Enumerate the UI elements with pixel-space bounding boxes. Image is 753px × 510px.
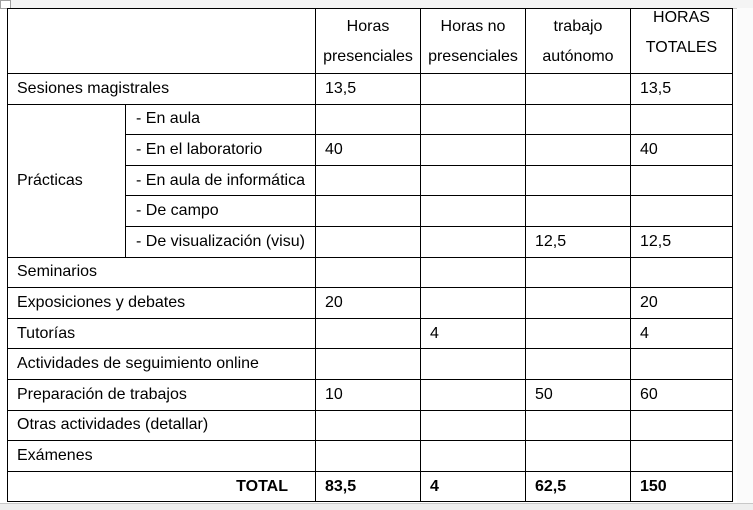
cell-autonomo [526,349,631,380]
cell-no-presenciales [421,288,526,319]
cell-totales: 12,5 [631,226,733,257]
cell-totales: 4 [631,318,733,349]
cell-autonomo [526,257,631,288]
cell-autonomo: 12,5 [526,226,631,257]
cell-autonomo [526,318,631,349]
row-label: Tutorías [8,318,316,349]
hours-table [7,8,733,502]
cell-totales: 60 [631,379,733,410]
table-row [8,288,733,319]
table-row [8,104,733,135]
cell-autonomo [526,196,631,227]
row-label: Exposiciones y debates [8,288,316,319]
cell-autonomo [526,410,631,441]
cell-autonomo [526,104,631,135]
cell-presenciales [316,226,421,257]
cell-presenciales: 20 [316,288,421,319]
cell-autonomo [526,165,631,196]
cell-totales [631,165,733,196]
row-label: Actividades de seguimiento online [8,349,316,380]
table-row [8,257,733,288]
cell-totales: 13,5 [631,74,733,105]
row-label: - En el laboratorio [126,135,316,166]
total-presenciales: 83,5 [316,471,421,502]
cell-totales [631,104,733,135]
cell-totales [631,441,733,472]
cell-no-presenciales [421,165,526,196]
cell-no-presenciales [421,104,526,135]
cell-presenciales: 13,5 [316,74,421,105]
header-empty-cell [8,9,316,74]
total-row [8,471,733,502]
cell-presenciales [316,441,421,472]
cell-no-presenciales [421,441,526,472]
cell-presenciales: 10 [316,379,421,410]
row-label: - De campo [126,196,316,227]
cell-presenciales [316,410,421,441]
cell-autonomo [526,441,631,472]
row-label: - En aula [126,104,316,135]
table-row [8,74,733,105]
cell-no-presenciales [421,349,526,380]
row-label: Preparación de trabajos [8,379,316,410]
header-totales: HORAS TOTALES [631,9,733,74]
cell-no-presenciales [421,379,526,410]
total-autonomo: 62,5 [526,471,631,502]
total-no-presenciales: 4 [421,471,526,502]
row-label: Exámenes [8,441,316,472]
row-label: Seminarios [8,257,316,288]
cell-presenciales: 40 [316,135,421,166]
cell-totales: 20 [631,288,733,319]
practicas-label: Prácticas [8,104,126,257]
cell-no-presenciales [421,135,526,166]
cell-presenciales [316,104,421,135]
cell-autonomo [526,288,631,319]
header-presenciales: Horas presenciales [316,9,421,74]
header-no-presenciales: Horas no presenciales [421,9,526,74]
cell-presenciales [316,349,421,380]
cell-totales [631,196,733,227]
cell-totales [631,349,733,380]
cell-presenciales [316,196,421,227]
table-row [8,379,733,410]
cell-no-presenciales [421,257,526,288]
cell-no-presenciales [421,196,526,227]
table-row [8,318,733,349]
header-row [8,9,733,74]
cell-no-presenciales [421,74,526,105]
row-label: Otras actividades (detallar) [8,410,316,441]
cell-totales [631,410,733,441]
cell-presenciales [316,165,421,196]
row-label: Sesiones magistrales [8,74,316,105]
cell-autonomo [526,74,631,105]
cell-no-presenciales [421,226,526,257]
cell-autonomo [526,135,631,166]
row-label: - De visualización (visu) [126,226,316,257]
cell-totales: 40 [631,135,733,166]
cell-presenciales [316,257,421,288]
total-totales: 150 [631,471,733,502]
cell-totales [631,257,733,288]
page-margin [737,8,753,503]
row-label: - En aula de informática [126,165,316,196]
header-autonomo: trabajo autónomo [526,9,631,74]
cell-no-presenciales: 4 [421,318,526,349]
table-row [8,410,733,441]
cell-no-presenciales [421,410,526,441]
total-label: TOTAL [8,471,316,502]
table-row [8,441,733,472]
cell-presenciales [316,318,421,349]
table-row [8,349,733,380]
cell-autonomo: 50 [526,379,631,410]
